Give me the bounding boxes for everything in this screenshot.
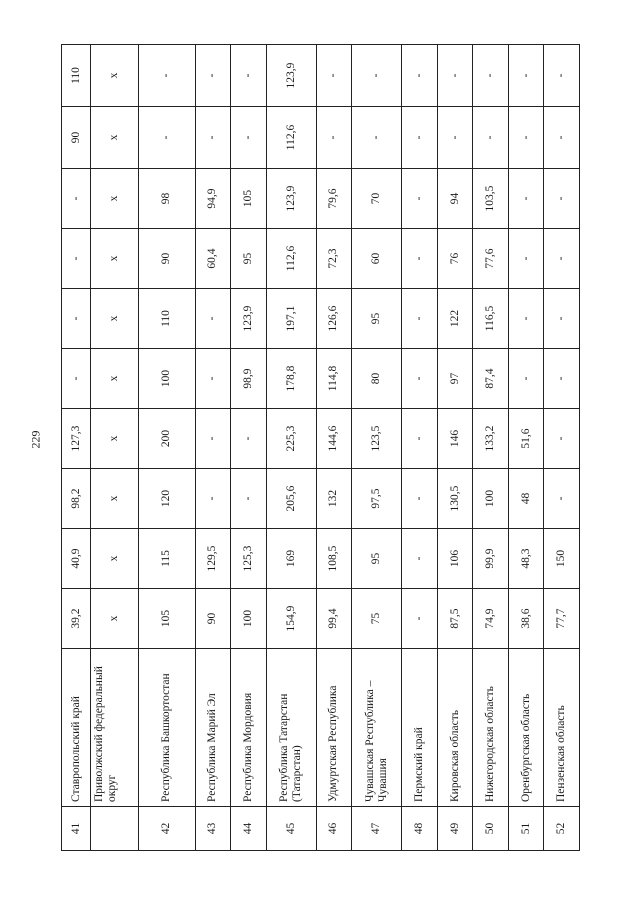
table-row bbox=[352, 45, 402, 851]
value-cell: 97 bbox=[437, 349, 473, 409]
value-cell: 154,9 bbox=[266, 589, 316, 649]
value-cell: 123,9 bbox=[266, 45, 316, 107]
value-cell: 112,6 bbox=[266, 107, 316, 169]
value-cell: 72,3 bbox=[316, 229, 352, 289]
value-cell: - bbox=[402, 349, 438, 409]
value-cell: 123,9 bbox=[266, 169, 316, 229]
value-cell: - bbox=[402, 107, 438, 169]
value-cell: 98,9 bbox=[231, 349, 267, 409]
value-cell: 95 bbox=[231, 229, 267, 289]
value-cell: x bbox=[91, 169, 139, 229]
value-cell: 98 bbox=[139, 169, 195, 229]
table-row bbox=[437, 45, 473, 851]
row-number: 42 bbox=[139, 807, 195, 851]
row-number: 47 bbox=[352, 807, 402, 851]
row-number: 45 bbox=[266, 807, 316, 851]
row-number: 48 bbox=[402, 807, 438, 851]
value-cell: 94 bbox=[437, 169, 473, 229]
table-row bbox=[316, 45, 352, 851]
value-cell: 106 bbox=[437, 529, 473, 589]
row-number: 46 bbox=[316, 807, 352, 851]
region-name: Республика Мордовия bbox=[231, 649, 267, 807]
data-table-wrapper bbox=[61, 45, 580, 851]
region-name: Чувашская Республика – Чувашия bbox=[352, 649, 402, 807]
value-cell: - bbox=[437, 45, 473, 107]
value-cell: 105 bbox=[231, 169, 267, 229]
value-cell: - bbox=[544, 409, 580, 469]
value-cell: - bbox=[544, 349, 580, 409]
value-cell: 110 bbox=[62, 45, 91, 107]
value-cell: 87,4 bbox=[473, 349, 509, 409]
region-name: Пермский край bbox=[402, 649, 438, 807]
value-cell: 94,9 bbox=[195, 169, 231, 229]
region-name: Республика Башкортостан bbox=[139, 649, 195, 807]
value-cell: 103,5 bbox=[473, 169, 509, 229]
value-cell: 129,5 bbox=[195, 529, 231, 589]
value-cell: 205,6 bbox=[266, 469, 316, 529]
value-cell: 144,6 bbox=[316, 409, 352, 469]
value-cell: 100 bbox=[139, 349, 195, 409]
value-cell: - bbox=[402, 289, 438, 349]
table-row bbox=[139, 45, 195, 851]
value-cell: 79,6 bbox=[316, 169, 352, 229]
value-cell: 133,2 bbox=[473, 409, 509, 469]
value-cell: 125,3 bbox=[231, 529, 267, 589]
row-number: 52 bbox=[544, 807, 580, 851]
value-cell: 110 bbox=[139, 289, 195, 349]
value-cell: x bbox=[91, 589, 139, 649]
table-row bbox=[91, 45, 139, 851]
table-row bbox=[508, 45, 544, 851]
value-cell: x bbox=[91, 349, 139, 409]
value-cell: - bbox=[402, 469, 438, 529]
value-cell: 90 bbox=[195, 589, 231, 649]
value-cell: - bbox=[544, 469, 580, 529]
value-cell: - bbox=[473, 107, 509, 169]
value-cell: 95 bbox=[352, 529, 402, 589]
value-cell: x bbox=[91, 409, 139, 469]
value-cell: 99,4 bbox=[316, 589, 352, 649]
value-cell: - bbox=[508, 349, 544, 409]
value-cell: - bbox=[139, 107, 195, 169]
value-cell: 130,5 bbox=[437, 469, 473, 529]
value-cell: x bbox=[91, 45, 139, 107]
value-cell: 146 bbox=[437, 409, 473, 469]
value-cell: 40,9 bbox=[62, 529, 91, 589]
table-row bbox=[544, 45, 580, 851]
value-cell: 123,9 bbox=[231, 289, 267, 349]
value-cell: x bbox=[91, 229, 139, 289]
region-name: Оренбургская область bbox=[508, 649, 544, 807]
value-cell: 97,5 bbox=[352, 469, 402, 529]
value-cell: 122 bbox=[437, 289, 473, 349]
value-cell: 48,3 bbox=[508, 529, 544, 589]
value-cell: - bbox=[473, 45, 509, 107]
row-number: 51 bbox=[508, 807, 544, 851]
value-cell: - bbox=[544, 169, 580, 229]
row-number: 43 bbox=[195, 807, 231, 851]
value-cell: 87,5 bbox=[437, 589, 473, 649]
value-cell: - bbox=[352, 107, 402, 169]
value-cell: - bbox=[231, 469, 267, 529]
value-cell: 80 bbox=[352, 349, 402, 409]
table-row bbox=[62, 45, 91, 851]
value-cell: 200 bbox=[139, 409, 195, 469]
value-cell: - bbox=[352, 45, 402, 107]
value-cell: - bbox=[402, 589, 438, 649]
value-cell: x bbox=[91, 469, 139, 529]
value-cell: x bbox=[91, 107, 139, 169]
region-name: Пензенская область bbox=[544, 649, 580, 807]
value-cell: - bbox=[195, 469, 231, 529]
value-cell: - bbox=[437, 107, 473, 169]
value-cell: 123,5 bbox=[352, 409, 402, 469]
value-cell: - bbox=[62, 349, 91, 409]
value-cell: 120 bbox=[139, 469, 195, 529]
value-cell: 38,6 bbox=[508, 589, 544, 649]
value-cell: 127,3 bbox=[62, 409, 91, 469]
value-cell: - bbox=[508, 107, 544, 169]
row-number: 50 bbox=[473, 807, 509, 851]
value-cell: - bbox=[402, 529, 438, 589]
value-cell: 100 bbox=[473, 469, 509, 529]
value-cell: 95 bbox=[352, 289, 402, 349]
value-cell: - bbox=[508, 45, 544, 107]
value-cell: 60 bbox=[352, 229, 402, 289]
region-name: Удмуртская Республика bbox=[316, 649, 352, 807]
table-row bbox=[402, 45, 438, 851]
row-number: 49 bbox=[437, 807, 473, 851]
value-cell: 98,2 bbox=[62, 469, 91, 529]
value-cell: 70 bbox=[352, 169, 402, 229]
value-cell: - bbox=[139, 45, 195, 107]
region-name: Ставропольский край bbox=[62, 649, 91, 807]
value-cell: - bbox=[508, 169, 544, 229]
value-cell: - bbox=[195, 409, 231, 469]
value-cell: 112,6 bbox=[266, 229, 316, 289]
value-cell: 77,7 bbox=[544, 589, 580, 649]
value-cell: - bbox=[195, 45, 231, 107]
value-cell: - bbox=[195, 349, 231, 409]
region-name: Республика Марий Эл bbox=[195, 649, 231, 807]
value-cell: x bbox=[91, 529, 139, 589]
value-cell: 75 bbox=[352, 589, 402, 649]
value-cell: - bbox=[316, 45, 352, 107]
value-cell: 39,2 bbox=[62, 589, 91, 649]
value-cell: 76 bbox=[437, 229, 473, 289]
row-number: 44 bbox=[231, 807, 267, 851]
table-row bbox=[266, 45, 316, 851]
value-cell: 197,1 bbox=[266, 289, 316, 349]
value-cell: - bbox=[402, 169, 438, 229]
table-row bbox=[473, 45, 509, 851]
value-cell: - bbox=[544, 289, 580, 349]
row-number bbox=[91, 807, 139, 851]
value-cell: 132 bbox=[316, 469, 352, 529]
value-cell: 99,9 bbox=[473, 529, 509, 589]
page-number: 229 bbox=[28, 430, 43, 449]
value-cell: - bbox=[231, 409, 267, 469]
table-row bbox=[231, 45, 267, 851]
value-cell: - bbox=[62, 169, 91, 229]
value-cell: - bbox=[316, 107, 352, 169]
value-cell: - bbox=[402, 229, 438, 289]
region-name: Кировская область bbox=[437, 649, 473, 807]
value-cell: 90 bbox=[62, 107, 91, 169]
value-cell: - bbox=[195, 107, 231, 169]
value-cell: 51,6 bbox=[508, 409, 544, 469]
value-cell: - bbox=[62, 289, 91, 349]
value-cell: x bbox=[91, 289, 139, 349]
value-cell: - bbox=[62, 229, 91, 289]
data-table bbox=[61, 44, 580, 851]
value-cell: 105 bbox=[139, 589, 195, 649]
value-cell: 178,8 bbox=[266, 349, 316, 409]
value-cell: 48 bbox=[508, 469, 544, 529]
region-name: Приволжский федеральный округ bbox=[91, 649, 139, 807]
row-number: 41 bbox=[62, 807, 91, 851]
value-cell: 150 bbox=[544, 529, 580, 589]
value-cell: 116,5 bbox=[473, 289, 509, 349]
value-cell: - bbox=[544, 107, 580, 169]
rotated-table-area bbox=[61, 45, 580, 851]
value-cell: 115 bbox=[139, 529, 195, 589]
value-cell: - bbox=[508, 289, 544, 349]
table-body bbox=[62, 45, 580, 851]
value-cell: 126,6 bbox=[316, 289, 352, 349]
value-cell: 169 bbox=[266, 529, 316, 589]
value-cell: - bbox=[195, 289, 231, 349]
table-row bbox=[195, 45, 231, 851]
region-name: Нижегородская область bbox=[473, 649, 509, 807]
value-cell: - bbox=[231, 45, 267, 107]
value-cell: 74,9 bbox=[473, 589, 509, 649]
value-cell: 114,8 bbox=[316, 349, 352, 409]
value-cell: - bbox=[231, 107, 267, 169]
region-name: Республика Татарстан (Татарстан) bbox=[266, 649, 316, 807]
value-cell: 108,5 bbox=[316, 529, 352, 589]
value-cell: 90 bbox=[139, 229, 195, 289]
value-cell: - bbox=[544, 45, 580, 107]
value-cell: - bbox=[402, 409, 438, 469]
value-cell: - bbox=[402, 45, 438, 107]
value-cell: - bbox=[508, 229, 544, 289]
value-cell: 100 bbox=[231, 589, 267, 649]
value-cell: 225,3 bbox=[266, 409, 316, 469]
value-cell: - bbox=[544, 229, 580, 289]
value-cell: 77,6 bbox=[473, 229, 509, 289]
value-cell: 60,4 bbox=[195, 229, 231, 289]
